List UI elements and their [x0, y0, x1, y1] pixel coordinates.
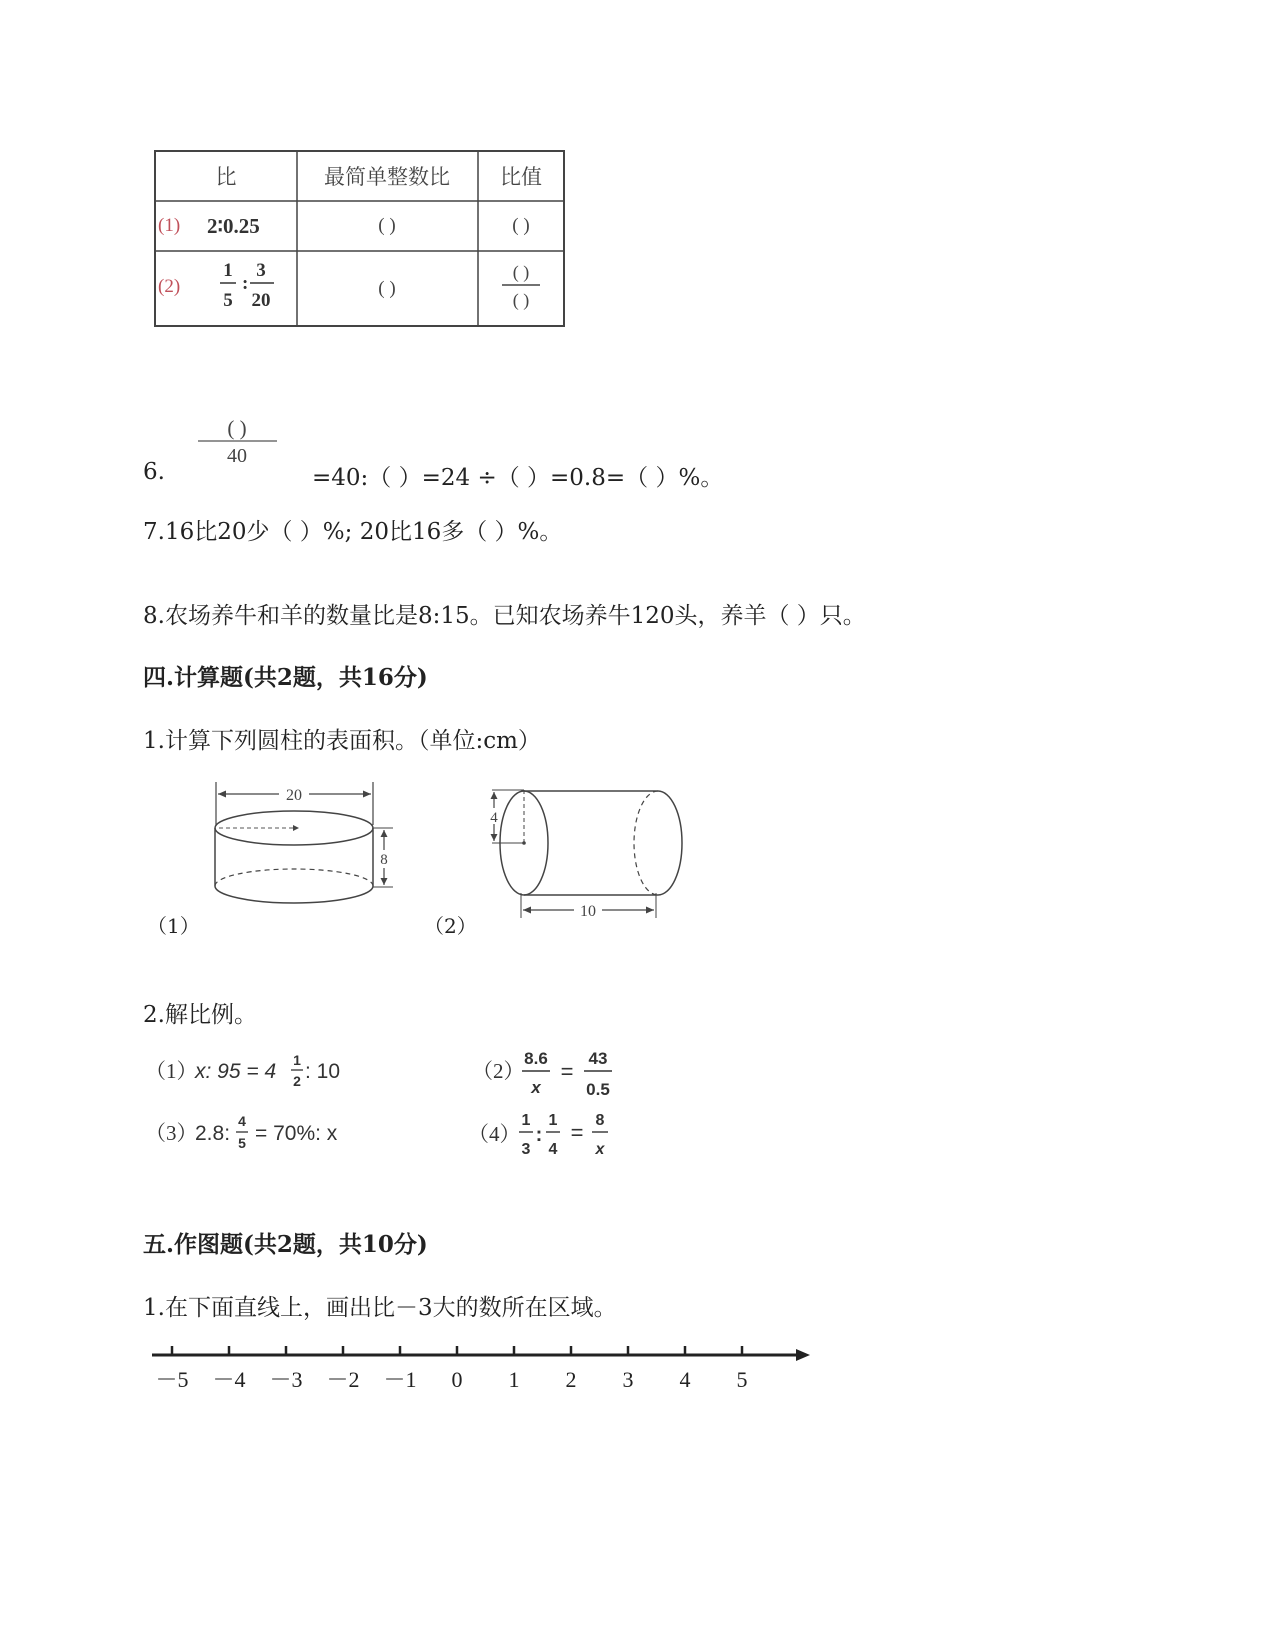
number-line-label: 0	[451, 1367, 463, 1392]
section5-title: 五.作图题(共2题，共10分)	[143, 1231, 428, 1258]
table-header-value: 比值	[500, 165, 542, 189]
eq3-label: （3）	[145, 1121, 198, 1145]
row2-value-num-blank: ( )	[512, 262, 530, 282]
q6-fraction-numerator: ( )	[227, 416, 247, 440]
eq4-c-den: x	[595, 1141, 605, 1158]
ratio-table	[150, 146, 570, 331]
table-header-simplest: 最简单整数比	[324, 165, 450, 189]
q6-fraction	[195, 413, 285, 468]
cylinder2-length-label: 10	[580, 903, 596, 920]
cylinder1-width-label: 20	[286, 787, 302, 804]
eq1-tail: : 10	[305, 1060, 341, 1083]
number-line-label: 3	[622, 1367, 634, 1392]
equation-4	[466, 1103, 666, 1168]
row1-simplest-blank: ( )	[378, 215, 396, 236]
cylinder2-label: （2）	[424, 914, 477, 938]
row2-label: (2)	[158, 276, 181, 297]
eq3-tail: = 70%: x	[255, 1122, 338, 1145]
row2-value-den-blank: ( )	[512, 290, 530, 310]
equation-1	[143, 1040, 403, 1100]
row2-frac-b-den: 20	[251, 290, 271, 311]
number-line-label: 4	[679, 1367, 691, 1392]
row2-frac-b-num: 3	[256, 260, 266, 281]
q6-fraction-denominator: 40	[227, 445, 247, 467]
q8-text: 8.农场养牛和羊的数量比是8:15。已知农场养牛120头，养羊（ ）只。	[143, 603, 866, 629]
eq4-c-num: 8	[595, 1112, 605, 1129]
section5-q1-text: 1.在下面直线上，画出比－3大的数所在区域。	[143, 1295, 617, 1321]
eq1-frac-den: 2	[293, 1073, 301, 1089]
cylinder1-label: （1）	[147, 914, 200, 938]
number-line-label: 1	[508, 1367, 520, 1392]
eq3-frac-den: 5	[238, 1135, 246, 1151]
row2-ratio-sep: :	[242, 273, 249, 294]
section4-q2-text: 2.解比例。	[143, 1002, 257, 1028]
eq4-label: （4）	[468, 1122, 521, 1146]
eq2-equals: =	[560, 1059, 574, 1084]
equation-3	[143, 1104, 403, 1164]
eq4-b-num: 1	[548, 1112, 558, 1129]
cylinder1-figure	[205, 780, 405, 915]
number-line-label: 5	[736, 1367, 748, 1392]
eq3-head: 2.8:	[195, 1122, 231, 1145]
eq2-label: （2）	[472, 1059, 525, 1083]
eq4-equals: =	[570, 1120, 584, 1145]
row2-frac-a-den: 5	[223, 290, 233, 311]
row1-ratio: 2∶0.25	[207, 214, 260, 238]
eq4-a-den: 3	[521, 1141, 531, 1158]
eq1-label: （1）	[145, 1059, 198, 1083]
number-line-label: －1	[383, 1367, 417, 1392]
eq3-frac-num: 4	[238, 1113, 246, 1129]
q6-text: =40:（ ）=24 ÷（ ）=0.8=（ ）%。	[312, 465, 724, 491]
number-line	[140, 1335, 820, 1405]
cylinder2-radius-label: 4	[490, 810, 498, 826]
eq4-a-num: 1	[521, 1112, 531, 1129]
eq2-left-num: 8.6	[524, 1049, 548, 1068]
cylinder1-height-label: 8	[380, 852, 388, 868]
section4-q1-text: 1.计算下列圆柱的表面积。（单位:cm）	[143, 728, 541, 754]
row1-value-blank: ( )	[512, 215, 530, 236]
eq2-right-num: 43	[588, 1049, 608, 1068]
q7-text: 7.16比20少（ ）%; 20比16多（ ）%。	[143, 519, 563, 545]
eq4-sep: :	[535, 1124, 543, 1146]
row1-label: (1)	[158, 215, 181, 236]
eq2-right-den: 0.5	[586, 1080, 610, 1099]
eq1-body: x: 95 = 4	[195, 1060, 277, 1083]
equation-2	[470, 1040, 670, 1105]
row2-simplest-blank: ( )	[378, 278, 396, 299]
eq4-b-den: 4	[548, 1141, 558, 1158]
cylinder2-figure	[480, 780, 690, 925]
eq2-left-den: x	[531, 1078, 541, 1097]
eq1-frac-num: 1	[293, 1052, 301, 1068]
number-line-label: 2	[565, 1367, 577, 1392]
table-header-ratio: 比	[215, 165, 237, 189]
number-line-label: －3	[269, 1367, 303, 1392]
number-line-label: －5	[155, 1367, 189, 1392]
section4-title: 四.计算题(共2题，共16分)	[143, 664, 428, 691]
q6-number: 6.	[143, 459, 165, 485]
row2-frac-a-num: 1	[223, 260, 233, 281]
number-line-label: －4	[212, 1367, 246, 1392]
number-line-label: －2	[326, 1367, 360, 1392]
